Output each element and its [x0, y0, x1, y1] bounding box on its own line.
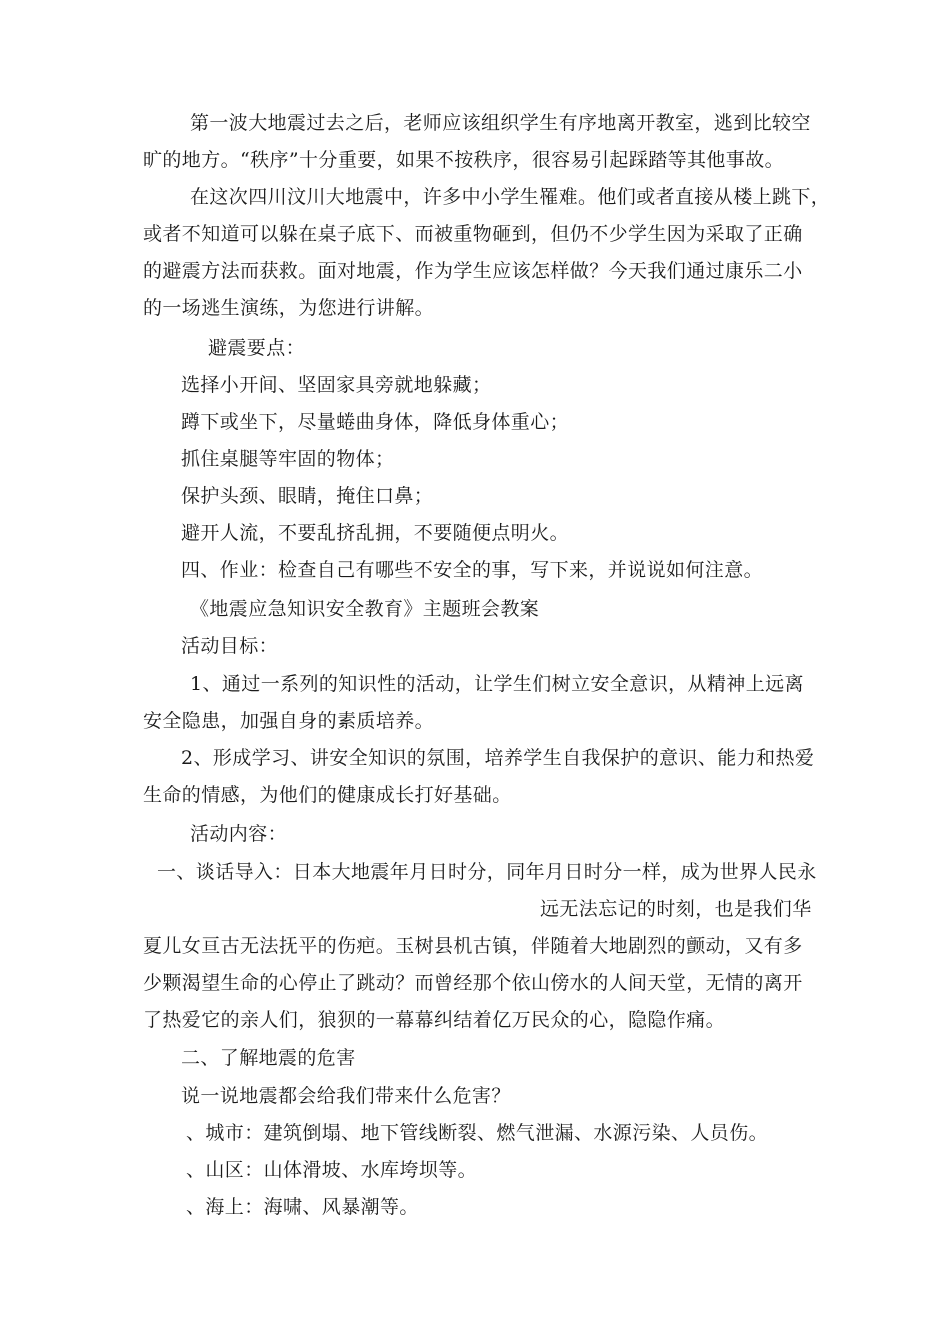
paragraph-line: 或者不知道可以躲在桌子底下、而被重物砸到，但仍不少学生因为采取了正确 [143, 223, 803, 245]
list-item: 避开人流，不要乱挤乱拥，不要随便点明火。 [181, 522, 570, 544]
lesson-plan-title: 《地震应急知识安全教育》主题班会教案 [190, 598, 540, 620]
paragraph-line: 少颗渴望生命的心停止了跳动？而曾经那个依山傍水的人间天堂，无情的离开 [143, 972, 803, 994]
list-item: 保护头颈、眼睛，掩住口鼻； [181, 485, 434, 507]
section-heading: 避震要点： [208, 337, 306, 359]
paragraph-line: 远无法忘记的时刻，也是我们华 [540, 898, 812, 920]
paragraph-line: 一、谈话导入：日本大地震年月日时分，同年月日时分一样，成为世界人民永 [157, 861, 817, 883]
paragraph-line: 四、作业：检查自己有哪些不安全的事，写下来，并说说如何注意。 [181, 559, 764, 581]
paragraph-line: 生命的情感，为他们的健康成长打好基础。 [143, 784, 512, 806]
list-item: 抓住桌腿等牢固的物体； [181, 448, 395, 470]
section-heading: 活动内容： [190, 823, 288, 845]
paragraph-line: 的避震方法而获救。面对地震，作为学生应该怎样做？今天我们通过康乐二小 [143, 260, 803, 282]
list-item: 蹲下或坐下，尽量蜷曲身体，降低身体重心； [181, 411, 570, 433]
paragraph-line: 2、形成学习、讲安全知识的氛围，培养学生自我保护的意识、能力和热爱 [181, 747, 815, 769]
paragraph-line: 的一场逃生演练，为您进行讲解。 [143, 297, 435, 319]
list-item: 、山区：山体滑坡、水库垮坝等。 [186, 1159, 478, 1181]
section-heading: 二、了解地震的危害 [181, 1047, 356, 1069]
list-item: 选择小开间、坚固家具旁就地躲藏； [181, 374, 492, 396]
list-item: 、海上：海啸、风暴潮等。 [186, 1196, 419, 1218]
paragraph-line: 夏儿女亘古无法抚平的伤疤。玉树县机古镇，伴随着大地剧烈的颤动，又有多 [143, 935, 803, 957]
paragraph-line: 说一说地震都会给我们带来什么危害？ [181, 1085, 511, 1107]
section-heading: 活动目标： [181, 635, 279, 657]
paragraph-line: 安全隐患，加强自身的素质培养。 [143, 710, 435, 732]
paragraph-line: 旷的地方。“秩序”十分重要，如果不按秩序，很容易引起踩踏等其他事故。 [143, 149, 785, 171]
paragraph-line: 在这次四川汶川大地震中，许多中小学生罹难。他们或者直接从楼上跳下， [190, 186, 831, 208]
paragraph-line: 第一波大地震过去之后，老师应该组织学生有序地离开教室，逃到比较空 [190, 112, 811, 134]
paragraph-line: 了热爱它的亲人们，狼狈的一幕幕纠结着亿万民众的心，隐隐作痛。 [143, 1009, 726, 1031]
list-item: 、城市：建筑倒塌、地下管线断裂、燃气泄漏、水源污染、人员伤。 [186, 1122, 769, 1144]
paragraph-line: 1、通过一系列的知识性的活动，让学生们树立安全意识，从精神上远离 [190, 673, 804, 695]
